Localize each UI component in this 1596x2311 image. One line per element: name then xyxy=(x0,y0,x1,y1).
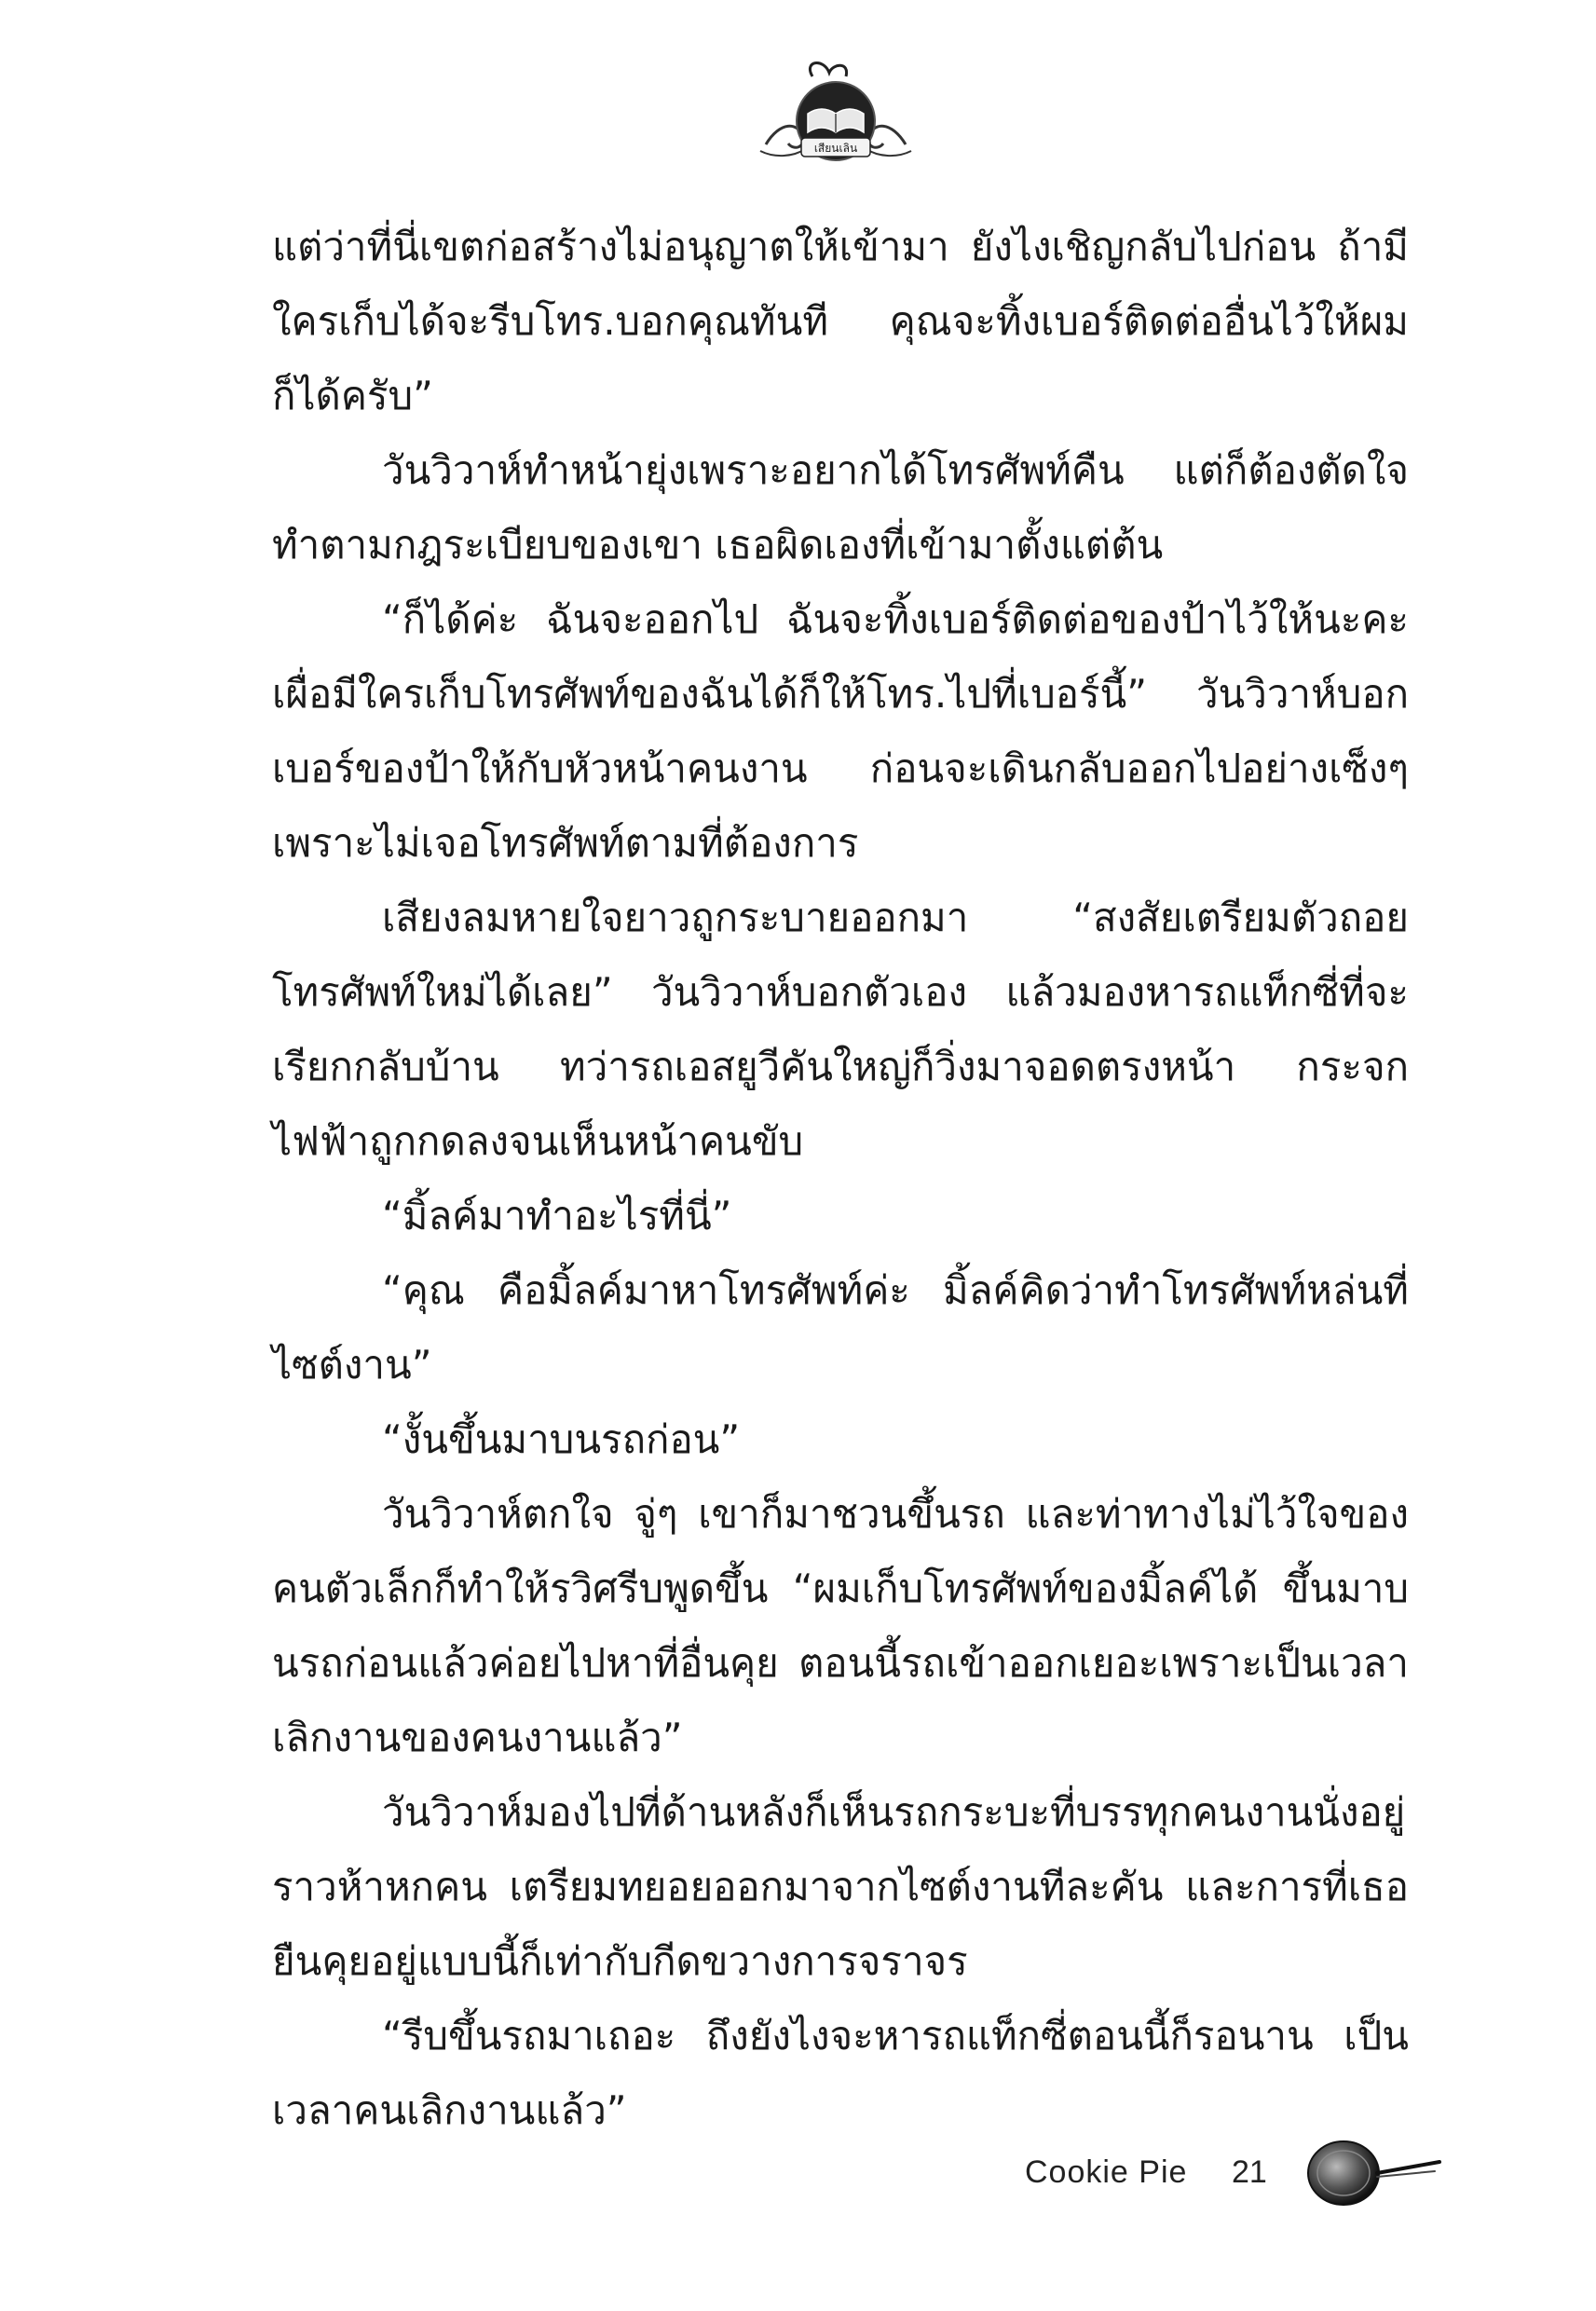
paragraph-5: “มิ้ลค์มาทำอะไรที่นี่” xyxy=(382,1193,732,1238)
ornament-text: เสียนเลิน xyxy=(813,142,858,155)
chapter-body xyxy=(272,210,1409,2148)
paragraph-4: เสียงลมหายใจยาวถูกระบายออกมา “สงสัยเตรียมตัวถอยโทรศัพท์ใหม่ได้เลย” วันวิวาห์บอกตัวเอง แล้วมองหารถแท็กซี่ที่จะเรียกกลับบ้าน ทว่ารถเอสยูวีคันใหญ่ก็วิ่งมาจอดตรงหน้า กระจกไฟฟ้าถูกกดลงจนเห็นหน้าคนขับ xyxy=(272,895,1409,1164)
frying-pan-icon xyxy=(1304,2134,1444,2208)
paragraph-9: วันวิวาห์มองไปที่ด้านหลังก็เห็นรถกระบะที่บรรทุกคนงานนั่งอยู่ราวห้าหกคน เตรียมทยอยออกมาจากไซต์งานทีละคัน และการที่เธอยืนคุยอยู่แบบนี้ก็เท่ากับกีดขวางการจราจร xyxy=(272,1789,1409,1984)
paragraph-8: วันวิวาห์ตกใจ จู่ๆ เขาก็มาชวนขึ้นรถ และท่าทางไม่ไว้ใจของคนตัวเล็กก็ทำให้รวิศรีบพูดขึ้น “ผมเก็บโทรศัพท์ของมิ้ลค์ได้ ขึ้นมาบนรถก่อนแล้วค่อยไปหาที่อื่นคุย ตอนนี้รถเข้าออกเยอะเพราะเป็นเวลาเลิกงานของคนงานแล้ว” xyxy=(272,1491,1409,1760)
paragraph-6: “คุณ คือมิ้ลค์มาหาโทรศัพท์ค่ะ มิ้ลค์คิดว่าทำโทรศัพท์หล่นที่ไซต์งาน” xyxy=(272,1267,1409,1388)
paragraph-7: “งั้นขึ้นมาบนรถก่อน” xyxy=(382,1416,741,1462)
page-number: 21 xyxy=(1232,2154,1267,2190)
book-title: Cookie Pie xyxy=(1025,2154,1188,2190)
book-emblem-icon xyxy=(757,56,915,177)
paragraph-2: วันวิวาห์ทำหน้ายุ่งเพราะอยากได้โทรศัพท์คืน แต่ก็ต้องตัดใจทำตามกฎระเบียบของเขา เธอผิดเองที่เข้ามาตั้งแต่ต้น xyxy=(272,447,1409,567)
page-footer xyxy=(1025,2134,1547,2218)
paragraph-10: “รีบขึ้นรถมาเถอะ ถึงยังไงจะหารถแท็กซี่ตอนนี้ก็รอนาน เป็นเวลาคนเลิกงานแล้ว” xyxy=(272,2013,1409,2133)
paragraph-3: “ก็ได้ค่ะ ฉันจะออกไป ฉันจะทิ้งเบอร์ติดต่อของป้าไว้ให้นะคะ เผื่อมีใครเก็บโทรศัพท์ของฉันได้ก็ให้โทร.ไปที่เบอร์นี้” วันวิวาห์บอกเบอร์ของป้าให้กับหัวหน้าคนงาน ก่อนจะเดินกลับออกไปอย่างเซ็งๆ เพราะไม่เจอโทรศัพท์ตามที่ต้องการ xyxy=(272,596,1409,866)
paragraph-1: แต่ว่าที่นี่เขตก่อสร้างไม่อนุญาตให้เข้ามา ยังไงเชิญกลับไปก่อน ถ้ามีใครเก็บได้จะรีบโทร.บอกคุณทันที คุณจะทิ้งเบอร์ติดต่ออื่นไว้ให้ผมก็ได้ครับ” xyxy=(272,224,1409,418)
